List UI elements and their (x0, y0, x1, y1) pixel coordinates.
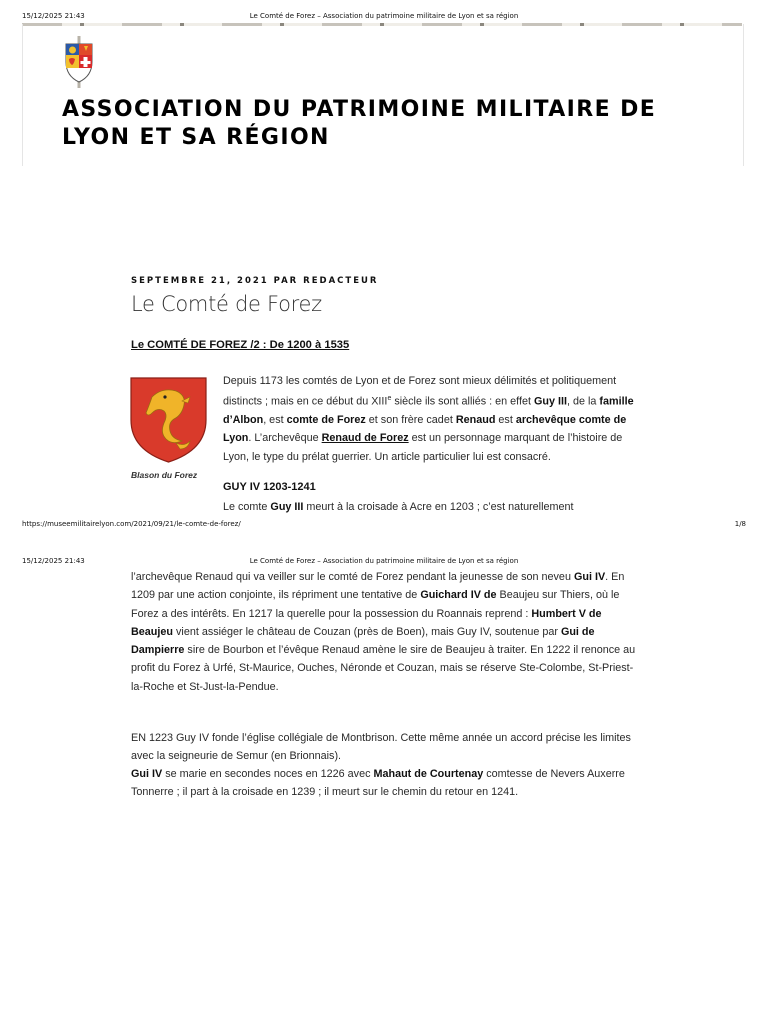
print-page-number: 1/8 (734, 520, 746, 528)
text-run: Gui IV (131, 768, 163, 780)
print-doc-title-page2: Le Comté de Forez – Association du patrimoine militaire de Lyon et sa région (249, 557, 519, 565)
text-run: sire de Bourbon et l’évêque Renaud amène le sire de Beaujeu à traiter. En 1222 il renonce au profit du Forez à Urfé, St-Maurice, Ouches, Néronde et Couzan, mais se réserve Ste-Colombe, St-Priest-la-Roche et St-Just-la-Pendue. (131, 644, 636, 693)
text-run: Beaujeu sur Thiers, où le Forez a des intérêts. En 1217 la querelle pour la possession du Roannais reprend : (131, 589, 620, 620)
text-run: comte de Forez (286, 414, 366, 427)
paragraph-intro (223, 372, 643, 466)
text-run: EN 1223 Guy IV fonde l’église collégiale de Montbrison. Cette même année un accord précise les limites avec la seigneurie de Semur (en Brionnais). (131, 732, 631, 763)
text-run: Mahaut de Courtenay (373, 768, 484, 780)
text-run: est (495, 414, 516, 427)
text-run: Gui de Dampierre (131, 625, 595, 657)
paragraph-montbrison (131, 729, 641, 766)
text-run: Guy III (270, 501, 304, 513)
paragraph-guy-iii-death (223, 498, 643, 516)
text-run: Gui IV (573, 571, 606, 583)
text-run: se marie en secondes noces en 1226 avec (162, 768, 374, 780)
text-run: et son frère cadet (365, 414, 456, 427)
text-run: , est (263, 414, 287, 427)
text-run: famille d’Albon (223, 395, 634, 427)
print-datetime-page2: 15/12/2025 21:43 (22, 557, 85, 565)
text-run[interactable]: Renaud de Forez (321, 432, 409, 445)
text-run: Depuis 1173 les comtés de Lyon et de Forez sont mieux délimités et politiquement distincts ; mais en ce début du XIII (223, 375, 617, 408)
text-run: Le comte (223, 501, 271, 513)
paragraph-renaud-regency (131, 568, 641, 696)
print-footer (0, 520, 768, 532)
print-datetime: 15/12/2025 21:43 (22, 12, 85, 20)
text-run: . L’archevêque (248, 432, 322, 445)
post-meta: SEPTEMBRE 21, 2021 PAR REDACTEUR (131, 276, 379, 286)
image-caption: Blason du Forez (131, 470, 198, 480)
print-doc-title: Le Comté de Forez – Association du patrimoine militaire de Lyon et sa région (249, 12, 519, 20)
site-logo-crest[interactable] (60, 36, 98, 88)
text-run: comtesse de Nevers Auxerre Tonnerre ; il part à la croisade en 1239 ; il meurt sur le chemin du retour en 1241. (131, 768, 625, 799)
text-run: vient assiéger le château de Couzan (près de Boen), mais Guy IV, soutenue par (173, 625, 561, 638)
blazon-forez-image (130, 377, 207, 463)
text-run: est un personnage marquant de l’histoire de Lyon, le type du prélat guerrier. Un article particulier lui est consacré. (223, 432, 623, 463)
post-title: Le Comté de Forez (131, 292, 322, 316)
text-run: , de la (566, 395, 600, 408)
text-run: Humbert V de Beaujeu (131, 607, 602, 638)
text-run: l’archevêque Renaud qui va veiller sur le comté de Forez pendant la jeunesse de son neveu (131, 571, 574, 583)
paragraph-marriage (131, 765, 641, 802)
text-run: Guy III (533, 395, 567, 408)
text-run: meurt à la croisade à Acre en 1203 ; c’est naturellement (303, 501, 574, 513)
site-title[interactable]: ASSOCIATION DU PATRIMOINE MILITAIRE DE LYON ET SA RÉGION (62, 97, 657, 150)
section-heading-guy-iv: GUY IV 1203-1241 (223, 481, 316, 493)
print-url[interactable]: https://museemilitairelyon.com/2021/09/21/le-comte-de-forez/ (22, 520, 241, 528)
post-subtitle: Le COMTÉ DE FOREZ /2 : De 1200 à 1535 (131, 339, 350, 351)
text-run: Renaud (455, 414, 496, 427)
text-run: Guichard IV de (420, 589, 497, 602)
text-run: e (387, 395, 392, 403)
text-run: . En 1209 par une action conjointe, ils répriment une tentative de (131, 571, 625, 602)
text-run: archevêque comte de Lyon (223, 414, 627, 445)
text-run: siècle ils sont alliés : en effet (391, 395, 534, 408)
